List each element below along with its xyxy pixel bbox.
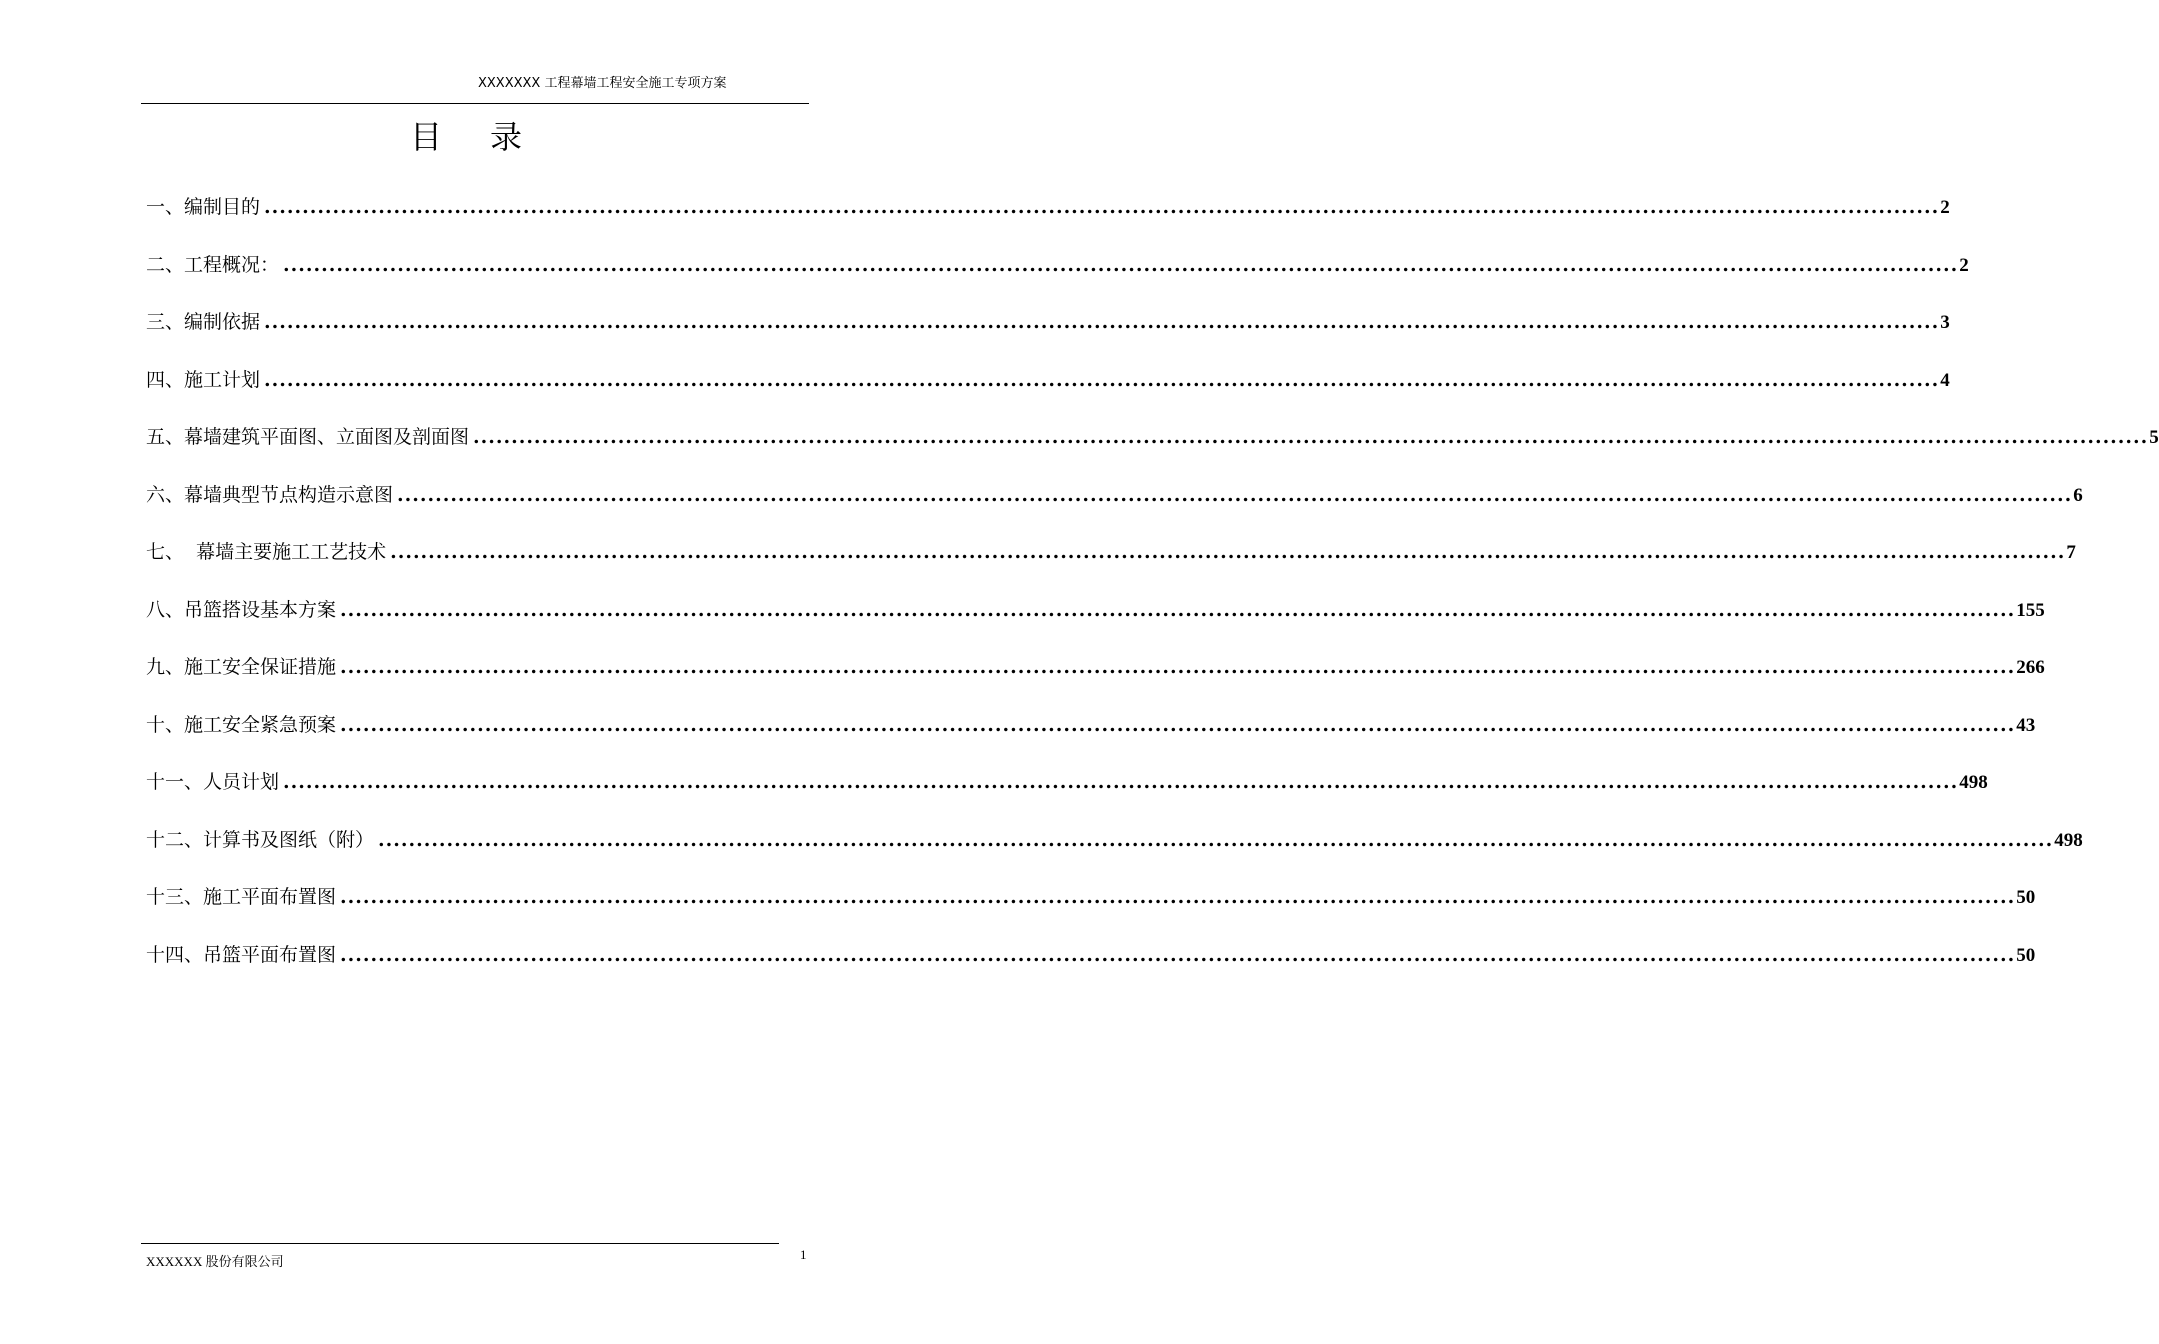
toc-entry-label: 四、施工计划 [146, 368, 261, 391]
toc-entry-label: 三、编制依据 [146, 311, 261, 333]
toc-entry[interactable] [146, 710, 2036, 768]
toc-dot-leader: ............................................................................................................................................................................................................................ [283, 771, 1959, 793]
toc-entry[interactable] [146, 595, 2045, 653]
toc-dot-leader: ............................................................................................................................................................................................................................ [378, 828, 2054, 851]
toc-dot-leader: ............................................................................................................................................................................................................................ [397, 483, 2073, 506]
toc-entry[interactable] [146, 192, 1950, 250]
toc-entry-page: 2 [1959, 254, 1969, 276]
table-of-contents [146, 192, 2159, 997]
toc-dot-leader: ............................................................................................................................................................................................................................ [340, 598, 2016, 621]
toc-dot-leader: ............................................................................................................................................................................................................................ [340, 656, 2016, 678]
toc-entry[interactable] [146, 537, 2076, 595]
toc-entry-page: 7 [2066, 542, 2076, 563]
document-title: 目录 [409, 118, 570, 156]
toc-entry[interactable] [146, 825, 2083, 883]
toc-entry-page: 498 [1959, 772, 1988, 793]
toc-entry-label: 十二、计算书及图纸（附） [146, 828, 375, 851]
footer-rule [141, 1243, 779, 1244]
toc-entry-label: 十四、吊篮平面布置图 [146, 943, 337, 966]
toc-entry[interactable] [146, 365, 1950, 423]
toc-entry-page: 6 [2073, 484, 2083, 506]
header-rule [141, 103, 809, 104]
toc-entry[interactable] [146, 422, 2159, 480]
toc-dot-leader: ............................................................................................................................................................................................................................ [264, 368, 1940, 391]
toc-entry[interactable] [146, 250, 1969, 308]
running-header: XXXXXXX 工程幕墙工程安全施工专项方案 [478, 76, 727, 91]
toc-entry-label: 五、幕墙建筑平面图、立面图及剖面图 [146, 426, 470, 448]
toc-entry-label: 十三、施工平面布置图 [146, 886, 337, 908]
page-number: 1 [800, 1247, 807, 1262]
toc-entry[interactable] [146, 307, 1950, 365]
toc-entry-page: 5 [2149, 427, 2159, 448]
toc-entry-label: 十一、人员计划 [146, 771, 280, 793]
footer-company: XXXXXX 股份有限公司 [146, 1254, 284, 1269]
toc-entry-page: 2 [1940, 197, 1950, 218]
toc-dot-leader: ............................................................................................................................................................................................................................ [283, 253, 1959, 276]
toc-entry[interactable] [146, 882, 2036, 940]
toc-entry-page: 266 [2016, 657, 2045, 678]
toc-entry-page: 4 [1940, 369, 1950, 391]
toc-entry[interactable] [146, 767, 1988, 825]
toc-entry-label: 六、幕墙典型节点构造示意图 [146, 483, 394, 506]
toc-dot-leader: ............................................................................................................................................................................................................................ [264, 196, 1940, 218]
toc-entry-label: 二、工程概况： [146, 253, 280, 276]
toc-entry-label: 八、吊篮搭设基本方案 [146, 598, 337, 621]
toc-dot-leader: ............................................................................................................................................................................................................................ [340, 713, 2016, 736]
toc-entry-label: 一、编制目的 [146, 196, 261, 218]
toc-entry-label: 七、 幕墙主要施工工艺技术 [146, 541, 387, 563]
toc-entry-page: 43 [2016, 714, 2036, 736]
toc-dot-leader: ............................................................................................................................................................................................................................ [473, 426, 2149, 448]
toc-entry-page: 50 [2016, 887, 2036, 908]
toc-entry-page: 3 [1940, 312, 1950, 333]
toc-entry-label: 十、施工安全紧急预案 [146, 713, 337, 736]
toc-entry-page: 498 [2054, 829, 2083, 851]
toc-entry-page: 50 [2016, 944, 2036, 966]
toc-entry[interactable] [146, 940, 2036, 998]
toc-dot-leader: ............................................................................................................................................................................................................................ [340, 886, 2016, 908]
toc-entry[interactable] [146, 652, 2045, 710]
toc-entry-label: 九、施工安全保证措施 [146, 656, 337, 678]
toc-dot-leader: ............................................................................................................................................................................................................................ [340, 943, 2016, 966]
toc-entry-page: 155 [2016, 599, 2045, 621]
toc-dot-leader: ............................................................................................................................................................................................................................ [390, 541, 2066, 563]
toc-dot-leader: ............................................................................................................................................................................................................................ [264, 311, 1940, 333]
toc-entry[interactable] [146, 480, 2083, 538]
